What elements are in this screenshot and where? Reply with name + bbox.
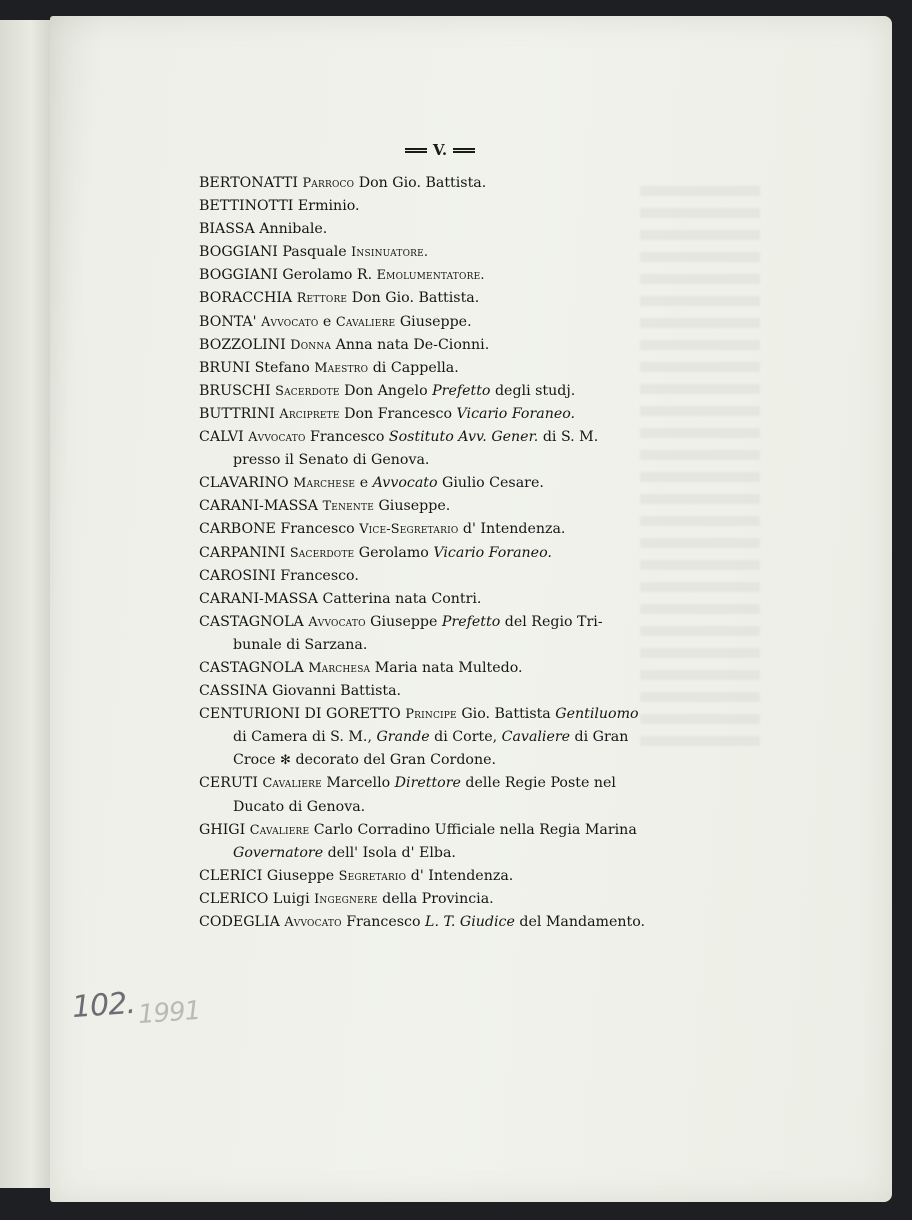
page-header — [395, 142, 485, 158]
entry-text: Emolumentatore. — [376, 268, 485, 284]
entry-text: Insinuatore. — [351, 245, 429, 261]
entry-text: CARBONE Francesco — [199, 521, 360, 538]
entry-text: CARPANINI — [199, 544, 290, 561]
entry-text: BOZZOLINI — [199, 336, 291, 353]
entry-text: Gio. Battista — [456, 706, 556, 723]
list-item — [199, 195, 699, 218]
header-right-rule — [453, 148, 475, 153]
list-item — [199, 865, 699, 888]
entry-text: Prefetto — [441, 613, 501, 630]
entry-text: di S. M. — [538, 429, 599, 446]
entry-text: Direttore — [394, 775, 461, 792]
entry-text: BIASSA Annibale. — [199, 221, 328, 238]
entry-text: Maestro — [314, 360, 369, 376]
entry-text: BRUSCHI — [199, 382, 276, 399]
entry-text: del Mandamento. — [514, 914, 646, 930]
list-item-continuation — [199, 749, 699, 772]
entry-text: presso il Senato di Genova. — [233, 452, 430, 469]
subscriber-list — [199, 172, 699, 934]
list-item — [199, 703, 699, 726]
list-item-continuation — [199, 634, 699, 657]
list-item — [199, 657, 699, 680]
entry-text: Cavaliere — [249, 822, 310, 838]
entry-text: CLAVARINO — [199, 475, 294, 492]
list-item — [199, 311, 699, 334]
entry-text: Cavaliere — [335, 314, 396, 330]
entry-text: Arciprete — [279, 406, 340, 422]
list-item-continuation — [199, 842, 699, 865]
entry-text: CAROSINI Francesco. — [199, 567, 359, 584]
entry-text: d' Intendenza. — [458, 521, 566, 538]
list-item-continuation — [199, 726, 699, 749]
list-item — [199, 518, 699, 541]
entry-text: Croce — [233, 752, 281, 769]
entry-text: Avvocato — [261, 314, 319, 330]
entry-text: CLERICI Giuseppe — [199, 867, 339, 884]
header-left-rule — [405, 148, 427, 153]
entry-text: Marchesa — [308, 660, 371, 676]
entry-text: Marchese — [293, 476, 356, 492]
entry-text: di Cappella. — [368, 359, 459, 376]
entry-text: Francesco — [341, 914, 426, 930]
entry-text: Prefetto — [432, 382, 491, 399]
entry-text: Segretario — [338, 868, 407, 884]
entry-text: Ingegnere — [314, 891, 378, 907]
handwritten-number: 102. — [70, 985, 136, 1026]
entry-text: dell' Isola d' Elba. — [323, 844, 456, 861]
list-item — [199, 334, 699, 357]
list-item — [199, 380, 699, 403]
list-item-continuation — [199, 449, 699, 472]
entry-text: di Corte, — [429, 729, 502, 746]
entry-text: Grande — [376, 729, 430, 746]
entry-text: BOGGIANI Pasquale — [199, 244, 352, 261]
list-item — [199, 819, 699, 842]
entry-text: Sostituto Avv. Gener. — [388, 429, 539, 446]
entry-text: CODEGLIA — [199, 914, 285, 930]
entry-text: decorato del Gran Cordone. — [290, 752, 496, 769]
entry-text: di Gran — [570, 729, 629, 746]
entry-text: Tenente — [322, 499, 374, 515]
entry-text: CASSINA Giovanni Battista. — [199, 683, 402, 700]
list-item — [199, 472, 699, 495]
entry-text: CARANI-MASSA — [199, 498, 323, 515]
entry-text: ✻ — [280, 753, 291, 769]
entry-text: BRUNI Stefano — [199, 359, 315, 376]
entry-text: Giuseppe. — [373, 498, 451, 515]
entry-text: Sacerdote — [289, 545, 355, 561]
entry-text: CLERICO Luigi — [199, 890, 315, 907]
entry-text: BONTA' — [199, 313, 262, 330]
entry-text: d' Intendenza. — [406, 867, 514, 884]
entry-text: Vice-Segretario — [359, 522, 459, 538]
entry-text: Principe — [405, 707, 457, 723]
entry-text: Avvocato — [284, 915, 342, 930]
entry-text: CERUTI — [199, 775, 263, 792]
list-item — [199, 611, 699, 634]
entry-text: Giuseppe. — [395, 313, 472, 330]
entry-text: bunale di Sarzana. — [233, 636, 368, 653]
entry-text: Avvocato — [248, 430, 306, 446]
entry-text: BOGGIANI Gerolamo R. — [199, 267, 377, 284]
entry-text: CENTURIONI DI GORETTO — [199, 706, 406, 723]
entry-text: Parroco — [302, 176, 355, 191]
list-item — [199, 911, 699, 934]
entry-text: BETTINOTTI Erminio. — [199, 198, 360, 215]
entry-text: CASTAGNOLA — [199, 659, 309, 676]
entry-text: Don Gio. Battista. — [354, 175, 487, 191]
entry-text: Avvocato — [372, 475, 438, 492]
entry-text: Cavaliere — [501, 729, 571, 746]
list-item — [199, 264, 699, 287]
entry-text: Governatore — [233, 844, 324, 861]
list-item — [199, 426, 699, 449]
list-item — [199, 403, 699, 426]
list-item — [199, 772, 699, 795]
left-page-edge — [0, 20, 53, 1188]
entry-text: Gerolamo — [354, 544, 434, 561]
entry-text: BUTTRINI — [199, 405, 280, 422]
entry-text: del Regio Tri- — [500, 613, 603, 630]
entry-text: Maria nata Multedo. — [370, 659, 523, 676]
entry-text: degli studj. — [490, 382, 576, 399]
entry-text: CARANI-MASSA Catterina nata Contri. — [199, 590, 482, 607]
entry-text: Rettore — [296, 291, 348, 307]
entry-text: L. T. Giudice — [425, 914, 515, 930]
entry-text: BORACCHIA — [199, 290, 297, 307]
entry-text: CALVI — [199, 429, 249, 446]
entry-text: GHIGI — [199, 821, 250, 838]
list-item — [199, 565, 699, 588]
entry-text: BERTONATTI — [199, 175, 303, 191]
list-item — [199, 357, 699, 380]
entry-text: Ducato di Genova. — [233, 798, 366, 815]
entry-text: Gentiluomo — [555, 706, 639, 723]
entry-text: Giuseppe — [365, 613, 442, 630]
entry-text: Vicario Foraneo. — [456, 405, 576, 422]
entry-text: di Camera di S. M., — [233, 729, 377, 746]
entry-text: della Provincia. — [377, 890, 494, 907]
entry-text: Don Gio. Battista. — [347, 290, 480, 307]
entry-text: Donna — [290, 337, 332, 353]
list-item — [199, 495, 699, 518]
entry-text: delle Regie Poste nel — [460, 775, 616, 792]
list-item — [199, 287, 699, 310]
entry-text: Avvocato — [308, 614, 366, 630]
list-item — [199, 241, 699, 264]
entry-text: e — [355, 475, 373, 492]
entry-text: Cavaliere — [262, 776, 322, 792]
entry-text: Francesco — [305, 429, 389, 446]
entry-text: Marcello — [321, 775, 395, 792]
page-numeral: V. — [432, 141, 448, 159]
entry-text: CASTAGNOLA — [199, 613, 309, 630]
entry-text: Sacerdote — [275, 383, 340, 399]
list-item-continuation — [199, 796, 699, 819]
handwritten-number-faint: 1991 — [137, 995, 202, 1031]
list-item — [199, 888, 699, 911]
entry-text: Anna nata De-Cionni. — [331, 336, 490, 353]
entry-text: e — [318, 313, 336, 330]
entry-text: Giulio Cesare. — [437, 475, 544, 492]
list-item — [199, 680, 699, 703]
list-item — [199, 542, 699, 565]
entry-text: Vicario Foraneo. — [433, 544, 552, 561]
list-item — [199, 218, 699, 241]
entry-text: Carlo Corradino Ufficiale nella Regia Marina — [309, 821, 637, 838]
list-item — [199, 588, 699, 611]
list-item — [199, 172, 699, 195]
entry-text: Don Francesco — [339, 405, 457, 422]
entry-text: Don Angelo — [339, 382, 433, 399]
